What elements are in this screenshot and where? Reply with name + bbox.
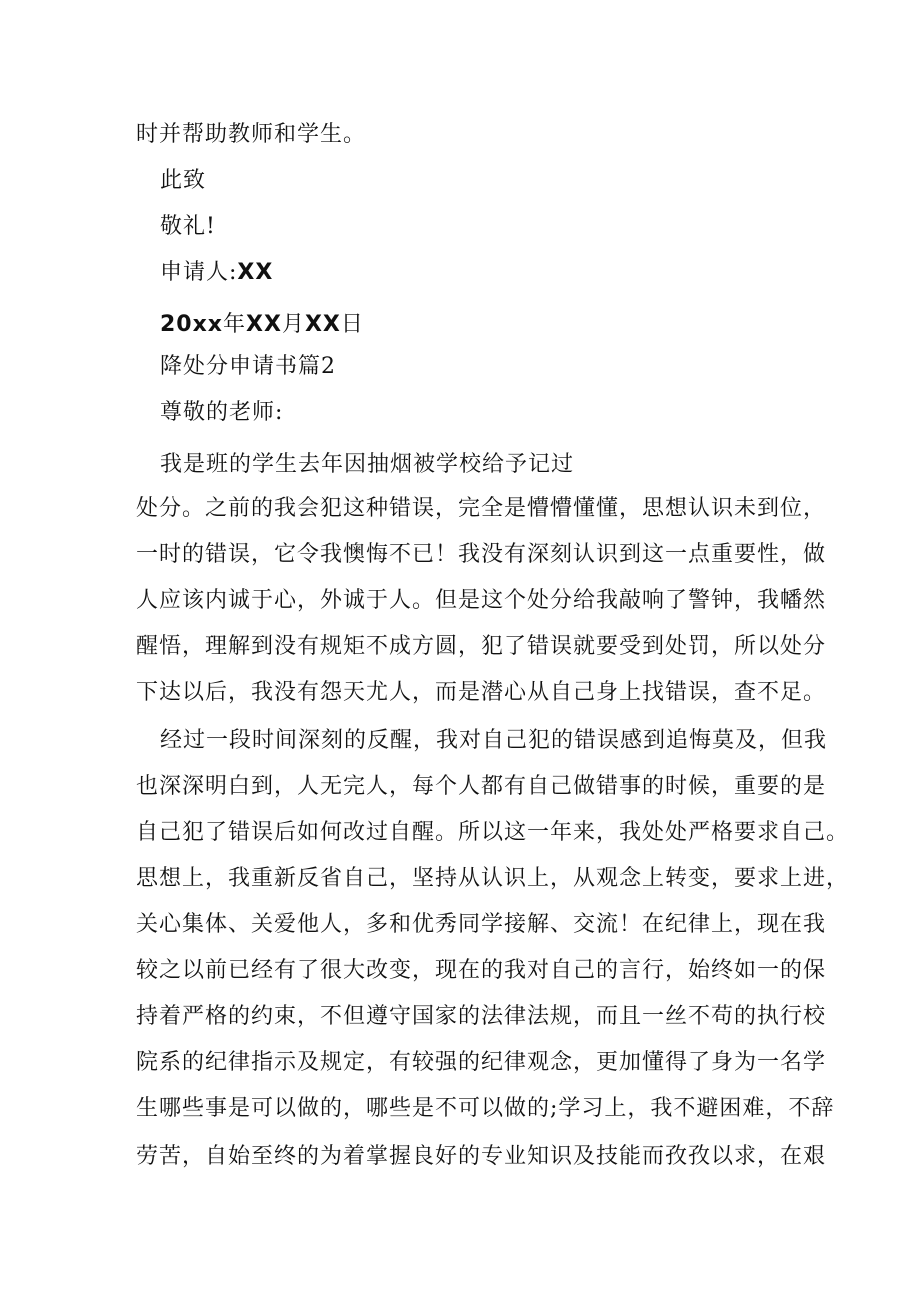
date-year: 20xx — [160, 312, 223, 337]
paragraph-2-line: 院系的纪律指示及规定，有较强的纪律观念，更加懂得了身为一名学 — [136, 1050, 827, 1075]
paragraph-1-line: 一时的错误，它令我懊悔不已！我没有深刻认识到这一点重要性，做 — [136, 542, 827, 567]
date-day: XX — [304, 312, 341, 337]
paragraph-1-line: 人应该内诚于心，外诚于人。但是这个处分给我敲响了警钟，我幡然 — [136, 588, 827, 613]
date-year-char: 年 — [223, 312, 247, 337]
paragraph-1-first-line: 我是班的学生去年因抽烟被学校给予记过 — [160, 452, 575, 477]
section-title: 降处分申请书篇2 — [160, 354, 336, 379]
paragraph-2-line: 劳苦，自始至终的为着掌握良好的专业知识及技能而孜孜以求，在艰 — [136, 1144, 827, 1169]
paragraph-2-line: 关心集体、关爱他人，多和优秀同学接解、交流！在纪律上，现在我 — [136, 912, 827, 937]
paragraph-1-line: 下达以后，我没有怨天尤人，而是潜心从自己身上找错误，查不足。 — [136, 680, 827, 705]
paragraph-2-line: 生哪些事是可以做的，哪些是不可以做的;学习上，我不避困难，不辞 — [136, 1096, 835, 1121]
paragraph-1-line: 处分。之前的我会犯这种错误，完全是懵懵懂懂，思想认识未到位， — [136, 496, 827, 521]
date-line — [160, 310, 364, 340]
paragraph-2-line: 自己犯了错误后如何改过自醒。所以这一年来，我处处严格要求自己。 — [136, 820, 850, 845]
closing-line-2: 敬礼! — [160, 214, 216, 239]
date-day-char: 日 — [340, 312, 364, 337]
paragraph-2-line: 也深深明白到，人无完人，每个人都有自己做错事的时候，重要的是 — [136, 774, 827, 799]
closing-line-1: 此致 — [160, 168, 207, 193]
paragraph-2-first-line: 经过一段时间深刻的反醒，我对自己犯的错误感到追悔莫及，但我 — [160, 728, 828, 753]
paragraph-2-line: 思想上，我重新反省自己，坚持从认识上，从观念上转变，要求上进， — [136, 866, 850, 891]
applicant-line — [160, 258, 273, 288]
applicant-name: XX — [237, 260, 274, 285]
paragraph-2-line: 持着严格的约束，不但遵守国家的法律法规，而且一丝不苟的执行校 — [136, 1004, 827, 1029]
date-month-char: 月 — [281, 312, 305, 337]
salutation: 尊敬的老师: — [160, 400, 284, 425]
text-line-top: 时并帮助教师和学生。 — [136, 122, 367, 147]
paragraph-1-line: 醒悟，理解到没有规矩不成方圆，犯了错误就要受到处罚，所以处分 — [136, 634, 827, 659]
applicant-label: 申请人: — [160, 260, 238, 285]
paragraph-2-line: 较之以前已经有了很大改变，现在的我对自己的言行，始终如一的保 — [136, 958, 827, 983]
date-month: XX — [246, 312, 282, 337]
